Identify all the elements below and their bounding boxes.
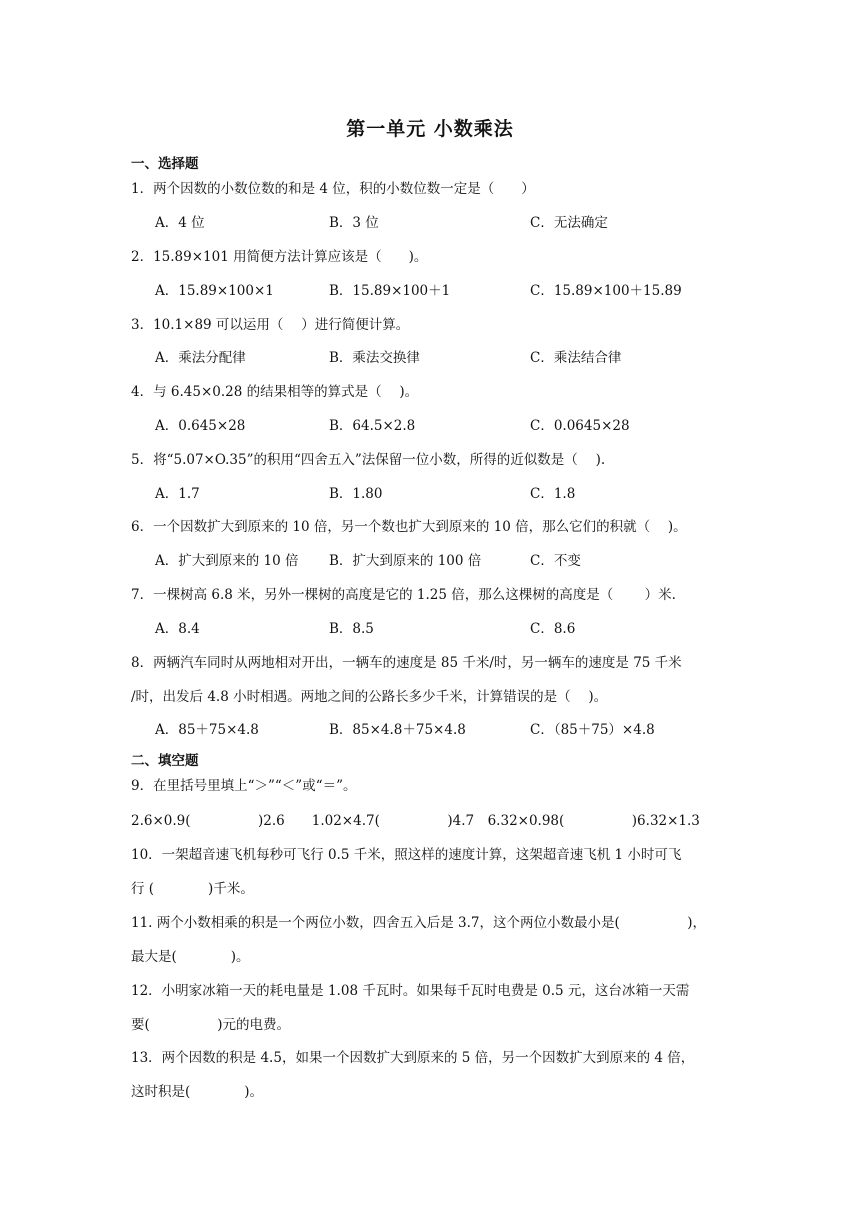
option-b: B．3 位 — [329, 215, 379, 231]
question-stem: 8．两辆汽车同时从两地相对开出，一辆车的速度是 85 千米/时，另一辆车的速度是 75 千米 — [131, 655, 682, 671]
option-a: A．1.7 — [155, 486, 200, 502]
option-b: B．1.80 — [329, 486, 383, 502]
fill-question-13: 13．两个因数的积是 4.5，如果一个因数扩大到原来的 5 倍，另一个因数扩大到原来的 4 倍， — [131, 1050, 695, 1066]
option-b: B．85×4.8＋75×4.8 — [329, 722, 466, 738]
question-stem: 3．10.1×89 可以运用（ ）进行简便计算。 — [131, 317, 410, 333]
question-stem: 7．一棵树高 6.8 米，另外一棵树的高度是它的 1.25 倍，那么这棵树的高度是（ ）米. — [131, 587, 676, 603]
option-a: A．乘法分配律 — [155, 350, 246, 366]
option-b: B．64.5×2.8 — [329, 418, 416, 434]
fill-question-11: 11. 两个小数相乘的积是一个两位小数，四舍五入后是 3.7，这个两位小数最小是( )， — [131, 915, 707, 931]
option-c: C．8.6 — [530, 621, 576, 637]
option-b: B．8.5 — [329, 621, 374, 637]
option-c: C．无法确定 — [530, 215, 608, 231]
option-c: C．0.0645×28 — [530, 418, 630, 434]
option-a: A．85＋75×4.8 — [155, 722, 259, 738]
fill-question-9: 9．在里括号里填上“＞”“＜”或“＝”。 — [131, 778, 357, 794]
option-b: B．15.89×100＋1 — [329, 283, 451, 299]
question-stem: 5．将“5.07×O.35”的积用“四舍五入”法保留一位小数，所得的近似数是（ ). — [131, 452, 606, 468]
fill-question-10-continued: 行 ( )千米。 — [131, 881, 254, 897]
option-a: A．0.645×28 — [155, 418, 246, 434]
option-c: C．15.89×100＋15.89 — [530, 283, 682, 299]
fill-question-12: 12．小明家冰箱一天的耗电量是 1.08 千瓦时。如果每千瓦时电费是 0.5 元，这台冰箱一天需 — [131, 983, 690, 999]
question-stem: 4．与 6.45×0.28 的结果相等的算式是（ )。 — [131, 384, 419, 400]
option-a: A．8.4 — [155, 621, 200, 637]
fill-question-13-continued: 这时积是( )。 — [131, 1084, 264, 1100]
section-heading-fill: 二、填空题 — [131, 753, 199, 769]
option-c: C．乘法结合律 — [530, 350, 622, 366]
question-stem: 1．两个因数的小数位数的和是 4 位，积的小数位数一定是（ ） — [131, 181, 535, 197]
fill-question-9-comparisons: 2.6×0.9( )2.6 1.02×4.7( )4.7 6.32×0.98( )6.32×1.3 — [131, 813, 700, 829]
section-heading-choice: 一、选择题 — [131, 156, 199, 172]
question-stem: 6．一个因数扩大到原来的 10 倍，另一个数也扩大到原来的 10 倍，那么它们的积就（ )。 — [131, 519, 687, 535]
option-a: A．15.89×100×1 — [155, 283, 274, 299]
option-b: B．扩大到原来的 100 倍 — [329, 553, 482, 569]
option-b: B．乘法交换律 — [329, 350, 420, 366]
option-c: C．（85＋75）×4.8 — [530, 722, 655, 738]
option-a: A．扩大到原来的 10 倍 — [155, 553, 299, 569]
fill-question-10: 10．一架超音速飞机每秒可飞行 0.5 千米，照这样的速度计算，这架超音速飞机 1 小时可飞 — [131, 847, 682, 863]
option-a: A．4 位 — [155, 215, 205, 231]
question-stem-continued: /时，出发后 4.8 小时相遇。两地之间的公路长多少千米，计算错误的是（ )。 — [131, 689, 608, 705]
fill-question-11-continued: 最大是( )。 — [131, 949, 250, 965]
fill-question-12-continued: 要( )元的电费。 — [131, 1017, 291, 1033]
option-c: C．不变 — [530, 553, 581, 569]
page-title: 第一单元 小数乘法 — [346, 118, 514, 140]
question-stem: 2．15.89×101 用简便方法计算应该是（ )。 — [131, 249, 428, 265]
option-c: C．1.8 — [530, 486, 576, 502]
